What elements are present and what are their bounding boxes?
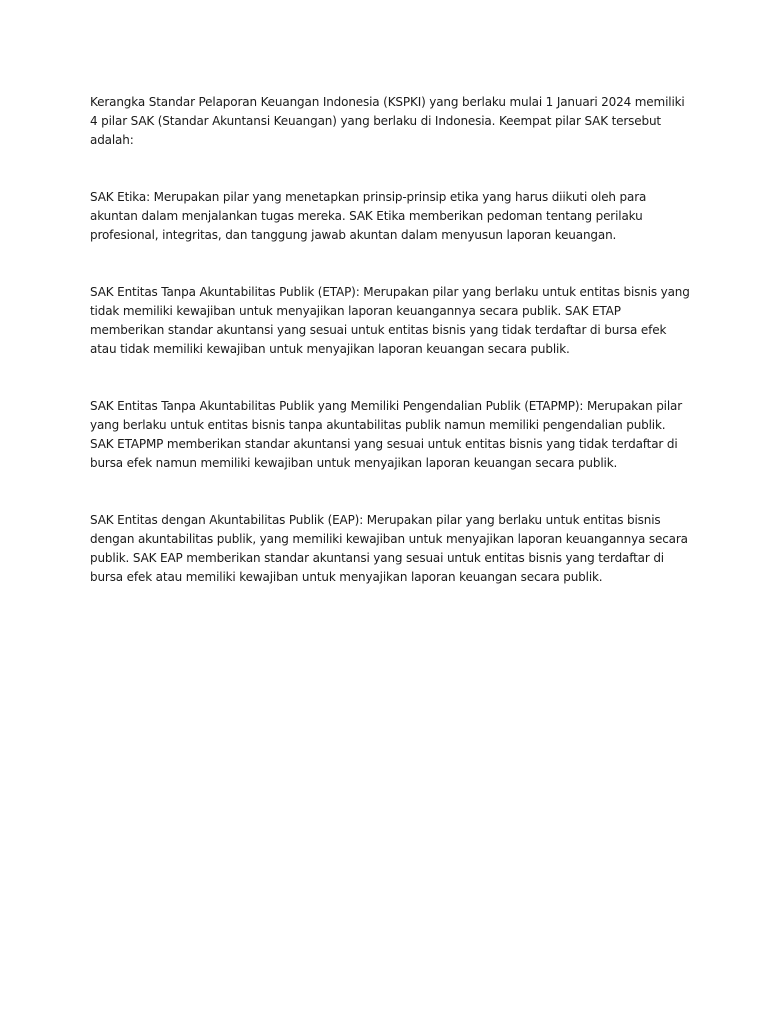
- pillar-paragraph-sak-etapmp: SAK Entitas Tanpa Akuntabilitas Publik yang Memiliki Pengendalian Publik (ETAPMP): Merupakan pilar yang berlaku untuk entitas bisnis tanpa akuntabilitas publik namun memiliki pengendalian publik. SAK ETAPMP memberikan standar akuntansi yang sesuai untuk entitas bisnis yang tidak terdaftar di bursa efek namun memiliki kewajiban untuk menyajikan laporan keuangan secara publik.: [90, 399, 683, 470]
- document-body: [90, 93, 690, 625]
- pillar-paragraph-sak-etika: SAK Etika: Merupakan pilar yang menetapkan prinsip-prinsip etika yang harus diikuti oleh para akuntan dalam menjalankan tugas mereka. SAK Etika memberikan pedoman tentang perilaku profesional, integritas, dan tanggung jawab akuntan dalam menyusun laporan keuangan.: [90, 190, 647, 242]
- intro-paragraph: Kerangka Standar Pelaporan Keuangan Indonesia (KSPKI) yang berlaku mulai 1 Januari 2024 memiliki 4 pilar SAK (Standar Akuntansi Keuangan) yang berlaku di Indonesia. Keempat pilar SAK tersebut adalah:: [90, 95, 685, 147]
- pillar-paragraph-sak-etap: SAK Entitas Tanpa Akuntabilitas Publik (ETAP): Merupakan pilar yang berlaku untuk entitas bisnis yang tidak memiliki kewajiban untuk menyajikan laporan keuangannya secara publik. SAK ETAP memberikan standar akuntansi yang sesuai untuk entitas bisnis yang tidak terdaftar di bursa efek atau tidak memiliki kewajiban untuk menyajikan laporan keuangan secara publik.: [90, 285, 690, 356]
- pillar-paragraph-sak-eap: SAK Entitas dengan Akuntabilitas Publik (EAP): Merupakan pilar yang berlaku untuk entitas bisnis dengan akuntabilitas publik, yang memiliki kewajiban untuk menyajikan laporan keuangannya secara publik. SAK EAP memberikan standar akuntansi yang sesuai untuk entitas bisnis yang terdaftar di bursa efek atau memiliki kewajiban untuk menyajikan laporan keuangan secara publik.: [90, 513, 688, 584]
